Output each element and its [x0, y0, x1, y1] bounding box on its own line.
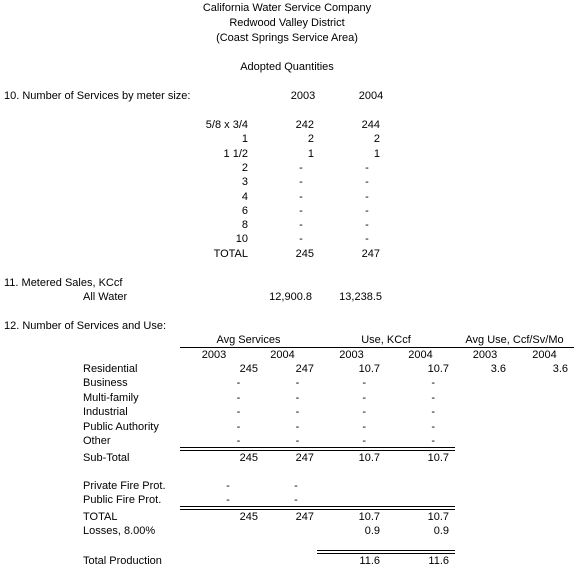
section12-title: 12. Number of Services and Use:: [4, 320, 167, 332]
customer-class-label: Business: [83, 377, 128, 390]
meter-size-label: 10: [235, 233, 248, 246]
services-2003: -: [236, 435, 241, 447]
public-fire-label: Public Fire Prot.: [83, 494, 162, 506]
meter-count-2004: 244: [361, 119, 380, 131]
total-double-rule: [180, 506, 455, 510]
customer-class-label: Public Authority: [83, 420, 159, 433]
avg-year-2003: 2003: [472, 349, 498, 361]
meter-size-label: 1 1/2: [223, 147, 248, 160]
customer-class-label: Other: [83, 435, 111, 447]
production-label: Total Production: [83, 555, 162, 567]
meter-count-2003: -: [299, 161, 303, 174]
meter-count-2003: -: [299, 219, 303, 232]
customer-class-label: Residential: [83, 363, 138, 375]
meter-count-2004: -: [365, 233, 369, 246]
services-2004: -: [295, 406, 300, 419]
use-2003: -: [362, 435, 367, 447]
use-2003: -: [362, 391, 367, 404]
total-svc-2004: 247: [295, 511, 314, 523]
use-2004: -: [431, 406, 436, 419]
total-label: TOTAL: [83, 511, 118, 523]
total-use-2004: 10.7: [427, 511, 449, 523]
use-2004: 10.7: [427, 363, 449, 375]
avg-services-header: Avg Services: [216, 334, 281, 346]
section10-title: 10. Number of Services by meter size:: [4, 90, 191, 102]
meter-count-2004: -: [365, 190, 369, 203]
section10-year-2003: 2003: [290, 90, 316, 102]
private-fire-label: Private Fire Prot.: [83, 480, 166, 492]
meter-count-2003: -: [299, 233, 303, 246]
subtotal-label: Sub-Total: [83, 452, 130, 464]
meter-count-2004: -: [365, 176, 369, 189]
meter-size-label: 3: [241, 176, 248, 189]
all-water-2003: 12,900.8: [269, 291, 312, 303]
production-double-rule: [317, 550, 455, 554]
use-2004: -: [431, 435, 436, 447]
total-use-2003: 10.7: [358, 511, 380, 523]
company-name: California Water Service Company: [202, 2, 372, 14]
use-year-2003: 2003: [339, 349, 364, 361]
subtotal-double-rule: [180, 447, 455, 451]
meter-size-label: 8: [241, 219, 248, 232]
use-2003: -: [362, 377, 367, 390]
meter-count-2004: 1: [373, 147, 380, 160]
section10-year-2004: 2004: [358, 90, 384, 102]
services-2003: -: [236, 377, 241, 390]
services-2004: -: [295, 391, 300, 404]
services-2004: 247: [295, 363, 314, 375]
section11-title: 11. Metered Sales, KCcf: [4, 277, 123, 289]
subtotal-svc-2003: 245: [239, 452, 258, 464]
services-2003: -: [236, 406, 241, 419]
meter-size-label: TOTAL: [213, 247, 248, 260]
public-fire-2004: -: [294, 494, 298, 506]
use-year-2004: 2004: [408, 349, 433, 361]
meter-count-2003: 245: [295, 247, 314, 260]
private-fire-2004: -: [294, 480, 298, 492]
services-2004: -: [295, 377, 300, 390]
meter-count-2003: -: [299, 176, 303, 189]
meter-count-2004: -: [365, 204, 369, 217]
meter-size-label: 5/8 x 3/4: [205, 119, 248, 131]
meter-count-2003: 242: [295, 119, 314, 131]
use-2003: -: [362, 420, 367, 433]
customer-class-label: Multi-family: [83, 391, 139, 404]
production-use-2003: 11.6: [359, 555, 380, 567]
avg-use-header: Avg Use, Ccf/Sv/Mo: [465, 334, 564, 346]
meter-count-2003: -: [299, 190, 303, 203]
avg-year-2004: 2004: [532, 349, 557, 361]
svc-year-2003: 2003: [201, 349, 227, 361]
losses-use-2003: 0.9: [364, 525, 380, 537]
all-water-label: All Water: [83, 291, 128, 303]
private-fire-2003: -: [226, 480, 230, 492]
service-area: (Coast Springs Service Area): [216, 32, 358, 44]
use-2004: -: [431, 420, 436, 433]
avg-use-2004: 3.6: [552, 363, 568, 375]
page-subtitle: Adopted Quantities: [240, 61, 334, 73]
services-2003: 245: [239, 363, 258, 375]
meter-count-2004: 2: [373, 133, 380, 146]
production-use-2004: 11.6: [428, 555, 449, 567]
avg-use-2003: 3.6: [490, 363, 506, 375]
services-2003: -: [236, 420, 241, 433]
meter-size-label: 6: [241, 204, 248, 217]
losses-use-2004: 0.9: [433, 525, 449, 537]
svc-year-2004: 2004: [270, 349, 295, 361]
services-2003: -: [236, 391, 241, 404]
subtotal-svc-2004: 247: [295, 452, 314, 464]
customer-class-label: Industrial: [83, 406, 128, 419]
use-2003: 10.7: [358, 363, 380, 375]
meter-size-label: 2: [241, 161, 248, 174]
all-water-2004: 13,238.5: [339, 291, 382, 303]
meter-count-2003: -: [299, 204, 303, 217]
subtotal-use-2004: 10.7: [427, 452, 449, 464]
use-kccf-header: Use, KCcf: [361, 334, 411, 346]
meter-count-2003: 2: [307, 133, 314, 146]
meter-size-label: 4: [241, 190, 248, 203]
meter-count-2004: 247: [361, 247, 380, 260]
services-2004: -: [295, 420, 300, 433]
header-rule: [180, 347, 574, 348]
use-2003: -: [362, 406, 367, 419]
meter-count-2004: -: [365, 219, 369, 232]
use-2004: -: [431, 377, 436, 390]
subtotal-use-2003: 10.7: [358, 452, 380, 464]
services-2004: -: [295, 435, 300, 447]
meter-count-2004: -: [365, 161, 369, 174]
use-2004: -: [431, 391, 436, 404]
district-name: Redwood Valley District: [229, 17, 345, 29]
losses-label: Losses, 8.00%: [83, 525, 156, 537]
meter-size-label: 1: [241, 133, 248, 146]
public-fire-2003: -: [226, 494, 230, 506]
meter-count-2003: 1: [307, 147, 314, 160]
total-svc-2003: 245: [239, 511, 258, 523]
